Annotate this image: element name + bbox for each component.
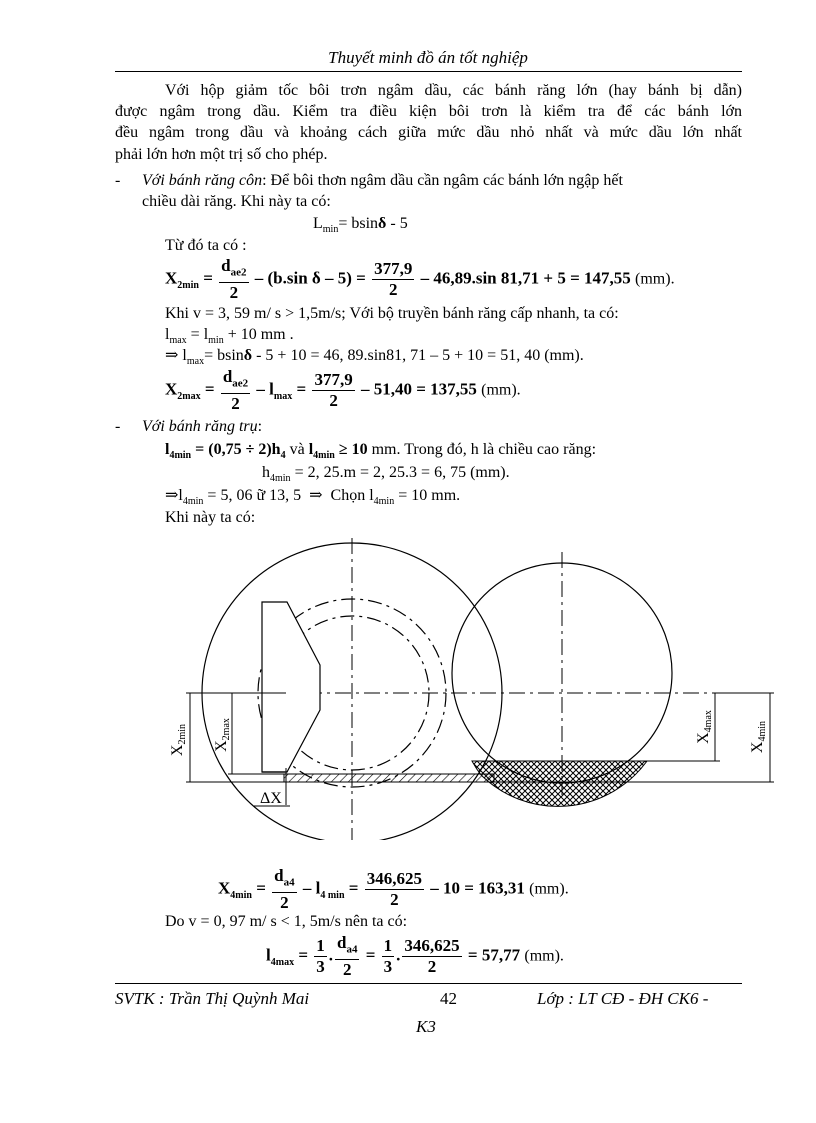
spur-hsub: 4 [280,450,286,462]
spur-rest: mm. Trong đó, h là chiều cao răng: [371,441,597,458]
lmax2-delta: δ [243,347,253,364]
lmin-L: L [313,215,323,232]
h4-sub: 4min [270,473,291,485]
lmax-sub: max [169,335,187,347]
equation-l4max [266,933,564,980]
eq3-equals: = [256,878,266,898]
h4-h: h [262,464,270,481]
eq4-eqs2: = [365,945,376,965]
h4-rest: = 2, 25.m = 2, 25.3 = 6, 75 (mm). [294,464,510,481]
eq4-l: l [266,945,271,965]
eq1-den1: 2 [229,283,239,303]
eq3-tail: – 10 = 163,31 [430,878,525,898]
bevel-line-1 [142,171,623,191]
eq2-mid: – l [256,379,274,399]
footer-class-line-2: K3 [416,1017,436,1036]
bevel-title: Với bánh răng côn [142,172,263,189]
header-rule [115,71,742,72]
eq3-frac1 [272,866,296,913]
bevel-text-1: : Để bôi thơn ngâm dầu cần ngâm các bánh lớn ngập hết [262,172,623,189]
eq4-num1: d [337,933,347,952]
eq1-tail: – 46,89.sin 81,71 + 5 = 147,55 [420,268,631,288]
equation-x2max [165,367,521,414]
l4-mid: = 5, 06 ữ 13, 5 [207,487,302,504]
delta-symbol: δ [378,215,387,232]
eq2-num2: 377,9 [314,370,353,390]
eq3-den1: 2 [280,893,289,913]
khi-nay-line: Khi này ta có: [165,509,256,526]
lmin-formula [313,214,408,240]
eq4-one: 1 [316,936,325,956]
lmin-rest: = bsin [338,215,379,232]
eq3-den2: 2 [390,890,399,910]
eq1-frac2 [372,259,414,300]
l4-sub: 4min [182,496,204,508]
eq3-num1sub: a4 [283,876,295,889]
eq3-num2: 346,625 [366,869,422,889]
intro-line-3: đều ngâm trong dầu và khoảng cách giữa mức dầu nhỏ nhất và mức dầu lớn nhất [115,124,742,141]
lmax2-sub: max [186,356,205,368]
spur-colon: : [257,418,263,435]
lmin2-sub: min [208,335,224,347]
label-x2min: X2min [169,723,188,757]
eq1-num2: 377,9 [374,259,413,279]
eq1-equals: = [203,268,213,288]
eq3-eqs: = [348,878,359,898]
eq4-frac-third [314,936,327,977]
eq4-eqs: = [298,945,309,965]
label-delta-x: ΔX [260,790,282,807]
eq4-den2: 2 [427,957,437,977]
footer-page-number: 42 [440,989,457,1008]
bullet-spur: - [115,418,121,435]
footer-author: SVTK : Trần Thị Quỳnh Mai [115,989,310,1008]
eq2-midsub: max [273,391,293,402]
eq4-frac-third-2 [382,936,395,977]
eq2-tail: – 51,40 = 137,55 [360,379,477,399]
eq2-xsub: 2max [177,391,201,402]
eq2-den2: 2 [329,391,338,411]
lmin-minus5: - 5 [390,215,408,232]
eq2-den1: 2 [231,394,240,414]
lmax2-mid: = bsin [204,347,244,364]
bullet-bevel: - [115,172,121,189]
lmin-sub: min [322,224,339,236]
spur-l2sub: 4min [313,450,335,462]
eq2-num1: d [222,367,233,386]
khi-v-line: Khi v = 3, 59 m/ s > 1,5m/s; Với bộ truyền bánh răng cấp nhanh, ta có: [165,305,619,322]
spur-mid: = (0,75 ÷ 2)h [195,441,281,458]
lmax-arrow: ⇒ [165,347,179,364]
eq4-dot2: . [396,945,401,965]
page-header: Thuyết minh đồ án tốt nghiệp [328,48,528,67]
eq3-mid: – l [302,878,321,898]
eq4-three: 3 [316,957,325,977]
do-v-line: Do v = 0, 97 m/ s < 1, 5m/s nên ta có: [165,913,408,930]
eq4-frac-val [402,936,461,977]
l4-chonsub: 4min [373,496,395,508]
equation-x4min [218,866,569,913]
l4-val: = 10 mm. [398,487,461,504]
spur-immersion-region [472,761,647,806]
eq1-num1sub: ae2 [230,266,247,279]
eq3-frac2 [365,869,424,910]
lmax2-l: l [182,347,187,364]
bevel-line-2: chiều dài răng. Khi này ta có: [142,193,331,210]
eq1-den2: 2 [388,280,398,300]
eq4-tail: = 57,77 [467,945,521,965]
eq2-num1sub: ae2 [232,377,249,390]
label-x4max: X4max [695,710,714,744]
eq2-unit: (mm). [481,381,521,399]
spur-l: l [165,441,170,458]
eq4-three-2: 3 [383,957,393,977]
eq2-frac2 [312,370,354,411]
eq1-num1: d [221,256,231,275]
l4-chon: Chọn l [330,487,374,504]
eq1-mid: – (b.sin δ – 5) = [254,268,366,288]
intro-line-1: Với hộp giảm tốc bôi trơn ngâm dầu, các bánh răng lớn (hay bánh bị dẫn) [165,82,742,99]
eq2-frac1 [221,367,250,414]
eq3-unit: (mm). [529,880,569,898]
oil-level-band [284,774,494,782]
lmax-eq: = l [190,326,209,343]
eq4-one-2: 1 [383,936,393,956]
eq1-xsub: 2min [177,280,199,291]
eq4-den1: 2 [343,960,352,980]
eq4-frac-d [335,933,359,980]
lmax2-rest: - 5 + 10 = 46, 89.sin81, 71 – 5 + 10 = 51, 40 (mm). [256,347,584,364]
footer-class: Lớp : LT CĐ - ĐH CK6 - [537,989,709,1008]
footer-rule [115,983,742,984]
lmax-l: l [165,326,170,343]
eq4-unit: (mm). [524,947,564,965]
eq1-unit: (mm). [635,270,675,288]
spur-va: và [289,441,305,458]
eq2-equals: = [204,379,215,399]
tu-do-line: Từ đó ta có : [165,237,247,254]
spur-title: Với bánh răng trụ [142,418,258,435]
eq4-num2: 346,625 [404,936,460,956]
spur-l2: l [308,441,314,458]
label-x2max: X2max [213,718,232,752]
eq4-num1sub: a4 [346,943,358,956]
eq2-x: X [165,379,178,399]
l4-arrow: ⇒ [165,487,179,504]
eq3-num1: d [274,866,284,885]
eq2-eqs: = [296,379,307,399]
lubrication-diagram [150,530,790,840]
eq1-x: X [165,268,178,288]
l4-arrow2: ⇒ [309,487,323,504]
bevel-gear-profile [262,602,320,772]
eq3-midsub: 4 min [320,890,345,901]
eq4-dot1: . [328,945,334,965]
spur-title-line [142,417,262,437]
eq1-frac1 [219,256,248,303]
eq4-lsub: 4max [270,957,295,968]
intro-line-2: được ngâm trong dầu. Kiểm tra điều kiện bôi trơn là kiểm tra để các bánh lớn [115,103,742,120]
equation-x2min [165,256,675,303]
label-x4min: X4min [749,720,768,754]
spur-ge: ≥ 10 [338,441,368,458]
eq3-xsub: 4min [230,890,252,901]
intro-line-4: phải lớn hơn một trị số cho phép. [115,146,328,163]
spur-lsub: 4min [169,450,192,462]
lmax-plus: + 10 mm . [227,326,294,343]
eq3-x: X [218,878,231,898]
l4-l: l [178,487,183,504]
